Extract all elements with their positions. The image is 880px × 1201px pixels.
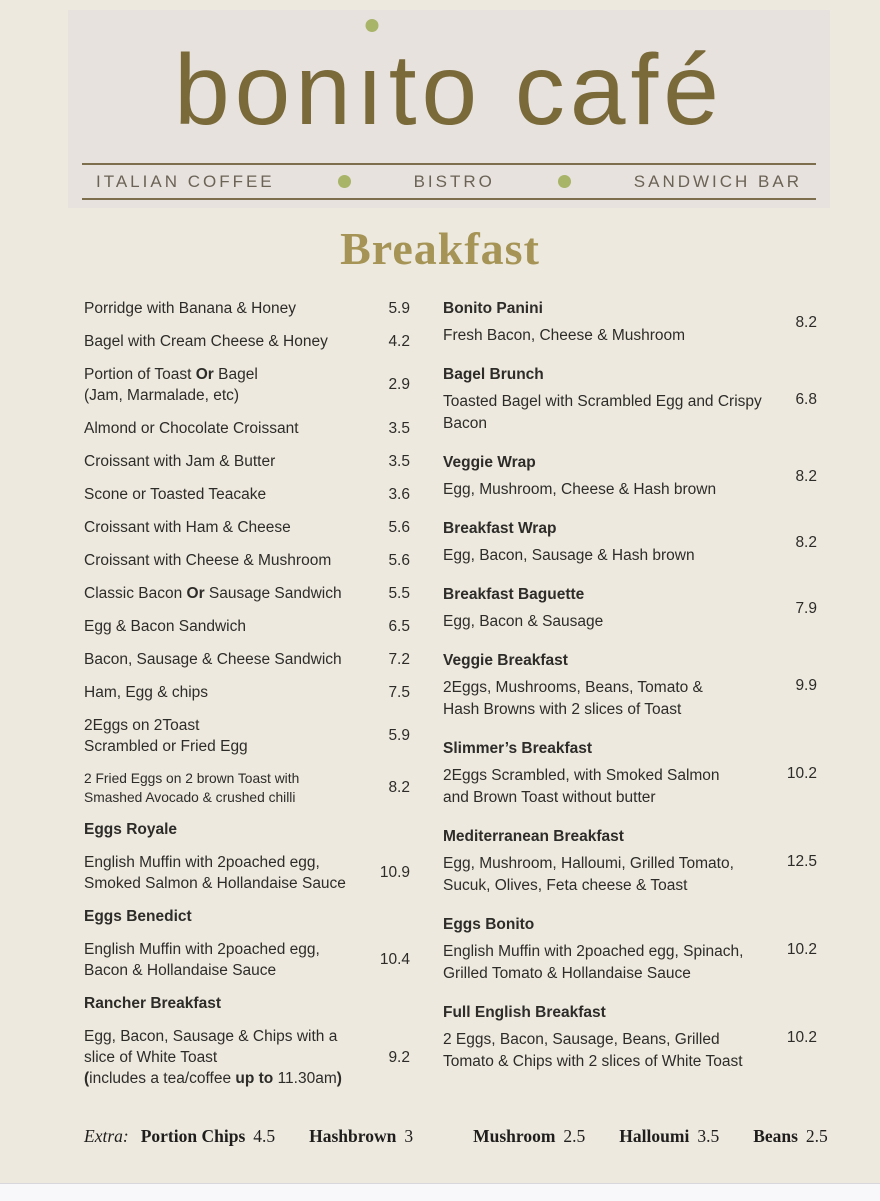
item-name-line [84, 906, 410, 927]
menu-item [443, 584, 817, 633]
extra-name: Halloumi [619, 1126, 690, 1146]
item-price: 10.2 [786, 1028, 817, 1046]
item-price: 8.2 [795, 313, 817, 331]
item-name-line [84, 517, 362, 538]
item-description [443, 941, 769, 985]
item-price: 5.6 [388, 518, 410, 536]
text-segment: Ham, Egg & chips [84, 684, 209, 701]
item-text [443, 298, 769, 347]
text-segment: Egg & Bacon Sandwich [84, 618, 246, 635]
item-text [443, 914, 769, 985]
item-name [84, 484, 362, 505]
item-name [84, 819, 410, 840]
item-name [84, 715, 362, 757]
tagline-italian-coffee: ITALIAN COFFEE [96, 171, 275, 191]
item-description-line: 2Eggs, Mushrooms, Beans, Tomato & [443, 679, 703, 696]
item-price: 10.2 [786, 764, 817, 782]
item-price: 5.6 [388, 551, 410, 569]
item-name [84, 451, 362, 472]
menu-item [443, 826, 817, 897]
item-description-line: Egg, Mushroom, Halloumi, Grilled Tomato, [443, 855, 734, 872]
text-segment: (Jam, Marmalade, etc) [84, 387, 240, 404]
menu-item [443, 1002, 817, 1073]
item-price: 12.5 [786, 852, 817, 870]
extra-item [753, 1126, 828, 1147]
item-name-line [84, 649, 362, 670]
item-name-line [84, 819, 410, 840]
text-segment: ) [336, 1070, 342, 1087]
item-text [443, 364, 769, 435]
item-name [84, 906, 410, 927]
item-name [84, 517, 362, 538]
text-segment: English Muffin with 2poached egg, [84, 941, 320, 958]
text-segment: Almond or Chocolate Croissant [84, 420, 299, 437]
extra-item [141, 1126, 275, 1147]
extra-price: 3.5 [697, 1126, 720, 1146]
extra-name: Beans [753, 1126, 798, 1146]
item-description [443, 479, 769, 501]
menu-item [84, 418, 410, 439]
item-text [443, 584, 769, 633]
item-text [443, 738, 769, 809]
menu-item [84, 484, 410, 505]
item-price: 9.9 [795, 676, 817, 694]
item-name-line [84, 451, 362, 472]
item-description-line: Egg, Mushroom, Cheese & Hash brown [443, 481, 717, 498]
menu-item [443, 298, 817, 347]
item-name-line [84, 769, 362, 788]
item-name-line [84, 298, 362, 319]
item-name [84, 939, 362, 981]
menu-item [443, 518, 817, 567]
tagline-dot-icon [558, 175, 571, 188]
item-name-line [84, 616, 362, 637]
menu-item [443, 452, 817, 501]
item-name [84, 550, 362, 571]
item-title: Mediterranean Breakfast [443, 828, 624, 845]
item-price: 10.4 [379, 951, 410, 968]
menu-item [84, 715, 410, 757]
item-description-line: 2 Eggs, Bacon, Sausage, Beans, Grilled [443, 1031, 720, 1048]
item-price: 2.9 [388, 376, 410, 393]
item-description [443, 765, 769, 809]
item-price: 9.2 [388, 1048, 410, 1066]
item-price: 3.5 [388, 452, 410, 470]
item-description-line: Toasted Bagel with Scrambled Egg and Crispy [443, 393, 762, 410]
text-segment: 11.30am [273, 1070, 337, 1087]
menu-item [443, 738, 817, 809]
menu-item [84, 682, 410, 703]
extra-name: Hashbrown [309, 1126, 397, 1146]
menu-item [84, 769, 410, 807]
menu-item [84, 550, 410, 571]
text-segment: Classic Bacon [84, 585, 187, 602]
menu-section-heading [84, 906, 410, 927]
extra-item [619, 1126, 719, 1147]
menu-item [84, 517, 410, 538]
item-title: Breakfast Baguette [443, 586, 585, 603]
item-text [443, 1002, 769, 1073]
item-price: 10.2 [786, 940, 817, 958]
item-text [443, 650, 769, 721]
menu-column-right [443, 298, 817, 1090]
item-price: 4.2 [388, 332, 410, 350]
text-segment: Croissant with Cheese & Mushroom [84, 552, 332, 569]
text-segment: Croissant with Jam & Butter [84, 453, 276, 470]
item-name [84, 298, 362, 319]
text-segment: ( [84, 1070, 90, 1087]
item-name [84, 418, 362, 439]
logo-i-stem: ı [355, 34, 389, 146]
item-description-line: Hash Browns with 2 slices of Toast [443, 701, 682, 718]
item-name-line [84, 550, 362, 571]
item-price: 7.2 [388, 650, 410, 668]
item-name [84, 331, 362, 352]
menu-item [443, 914, 817, 985]
item-name-line [84, 418, 362, 439]
text-segment: Or [186, 585, 205, 602]
item-price: 7.9 [795, 599, 817, 617]
item-description-line: Grilled Tomato & Hollandaise Sauce [443, 965, 691, 982]
bottom-edge-band [0, 1183, 880, 1201]
text-segment: Scrambled or Fried Egg [84, 738, 248, 755]
item-title: Eggs Bonito [443, 916, 535, 933]
item-name-line [84, 873, 362, 894]
item-description-line: Egg, Bacon, Sausage & Hash brown [443, 547, 695, 564]
menu-item [84, 939, 410, 981]
text-segment: 2 Fried Eggs on 2 brown Toast with [84, 771, 300, 786]
tagline-bar [82, 163, 816, 200]
text-segment: includes a tea/coffee [89, 1070, 236, 1087]
item-description [443, 1029, 769, 1073]
extra-price: 2.5 [805, 1126, 828, 1146]
text-segment: Or [195, 366, 214, 383]
item-name-line [84, 1068, 362, 1089]
item-name [84, 364, 362, 406]
extra-name: Mushroom [473, 1126, 556, 1146]
item-description-line: Sucuk, Olives, Feta cheese & Toast [443, 877, 688, 894]
item-title: Veggie Breakfast [443, 652, 568, 669]
item-name-line [84, 736, 362, 757]
item-price: 10.9 [379, 864, 410, 881]
text-segment: Croissant with Ham & Cheese [84, 519, 291, 536]
menu-item [84, 364, 410, 406]
item-name-line [84, 385, 362, 406]
item-title: Bagel Brunch [443, 366, 544, 383]
text-segment: up to [235, 1070, 274, 1087]
menu-item [84, 583, 410, 604]
menu-item [84, 649, 410, 670]
item-name-line [84, 852, 362, 873]
item-text [443, 452, 769, 501]
extra-name: Portion Chips [140, 1126, 246, 1146]
item-price: 6.8 [795, 390, 817, 408]
logo-text-post: to café [388, 34, 724, 146]
logo-i-green-dot-icon [366, 19, 379, 32]
item-description [443, 611, 769, 633]
text-segment: Bagel with Cream Cheese & Honey [84, 333, 328, 350]
text-segment: Porridge with Banana & Honey [84, 300, 296, 317]
extras-label: Extra: [84, 1126, 129, 1146]
item-name-line [84, 788, 362, 807]
text-segment: Smashed Avocado & crushed chilli [84, 790, 296, 805]
menu-item [84, 1026, 410, 1089]
item-name [84, 682, 362, 703]
item-description [443, 853, 769, 897]
item-title: Slimmer’s Breakfast [443, 740, 593, 757]
menu-item [443, 364, 817, 435]
item-description-line: and Brown Toast without butter [443, 789, 656, 806]
menu-item [84, 852, 410, 894]
item-name-line [84, 331, 362, 352]
item-text [443, 826, 769, 897]
item-name-line [84, 484, 362, 505]
item-description [443, 325, 769, 347]
item-description-line: Bacon [443, 415, 487, 432]
item-price: 8.2 [388, 779, 410, 796]
menu-item [443, 650, 817, 721]
item-price: 8.2 [795, 533, 817, 551]
extra-price: 2.5 [563, 1126, 586, 1146]
item-price: 7.5 [388, 683, 410, 701]
tagline-sandwich-bar: SANDWICH BAR [633, 171, 802, 191]
text-segment: Eggs Royale [84, 821, 178, 838]
item-name [84, 993, 410, 1014]
text-segment: 2Eggs on 2Toast [84, 717, 200, 734]
menu-item [84, 451, 410, 472]
item-name [84, 583, 362, 604]
menu-column-left [84, 298, 410, 1101]
tagline-dot-icon [338, 175, 351, 188]
extra-price: 3 [404, 1126, 414, 1146]
item-description-line: 2Eggs Scrambled, with Smoked Salmon [443, 767, 720, 784]
text-segment: Bacon & Hollandaise Sauce [84, 962, 277, 979]
item-title: Breakfast Wrap [443, 520, 557, 537]
item-description-line: Fresh Bacon, Cheese & Mushroom [443, 327, 686, 344]
menu-section-heading [84, 819, 410, 840]
menu-item [84, 616, 410, 637]
logo-letter-i [355, 34, 389, 146]
item-name-line [84, 583, 362, 604]
item-name [84, 1026, 362, 1089]
item-price: 5.9 [388, 727, 410, 744]
item-name [84, 852, 362, 894]
menu-item [84, 331, 410, 352]
item-price: 5.9 [388, 299, 410, 317]
item-name [84, 769, 362, 807]
text-segment: Scone or Toasted Teacake [84, 486, 267, 503]
text-segment: Rancher Breakfast [84, 995, 221, 1012]
item-price: 5.5 [388, 584, 410, 602]
item-title: Bonito Panini [443, 300, 543, 317]
item-title: Full English Breakfast [443, 1004, 606, 1021]
item-description-line: Tomato & Chips with 2 slices of White Toast [443, 1053, 743, 1070]
item-name-line [84, 993, 410, 1014]
item-text [443, 518, 769, 567]
item-price: 6.5 [388, 617, 410, 635]
text-segment: Smoked Salmon & Hollandaise Sauce [84, 875, 346, 892]
text-segment: Bacon, Sausage & Cheese Sandwich [84, 651, 342, 668]
item-name [84, 616, 362, 637]
item-name-line [84, 682, 362, 703]
text-segment: English Muffin with 2poached egg, [84, 854, 320, 871]
text-segment: Egg, Bacon, Sausage & Chips with a [84, 1028, 338, 1045]
item-title: Veggie Wrap [443, 454, 536, 471]
text-segment: Portion of Toast [84, 366, 196, 383]
extra-item [473, 1126, 585, 1147]
item-name-line [84, 1047, 362, 1068]
menu-item [84, 298, 410, 319]
text-segment: slice of White Toast [84, 1049, 218, 1066]
text-segment: Sausage Sandwich [204, 585, 342, 602]
logo-text-pre: bon [174, 34, 356, 146]
extra-item [309, 1126, 413, 1147]
item-name-line [84, 960, 362, 981]
text-segment: Bagel [213, 366, 258, 383]
page-title: Breakfast [340, 223, 540, 274]
item-description [443, 391, 769, 435]
cafe-logo [68, 34, 830, 146]
item-name-line [84, 939, 362, 960]
item-description-line: Egg, Bacon & Sausage [443, 613, 604, 630]
item-name [84, 649, 362, 670]
item-name-line [84, 715, 362, 736]
item-description [443, 677, 769, 721]
cafe-header [68, 10, 830, 208]
extra-price: 4.5 [253, 1126, 276, 1146]
item-description [443, 545, 769, 567]
item-name-line [84, 1026, 362, 1047]
item-price: 3.5 [388, 419, 410, 437]
item-price: 3.6 [388, 485, 410, 503]
item-price: 8.2 [795, 467, 817, 485]
item-name-line [84, 364, 362, 385]
extras-bar [84, 1126, 828, 1147]
menu-section-heading [84, 993, 410, 1014]
text-segment: Eggs Benedict [84, 908, 192, 925]
tagline-bistro: BISTRO [413, 171, 495, 191]
item-description-line: English Muffin with 2poached egg, Spinach, [443, 943, 744, 960]
